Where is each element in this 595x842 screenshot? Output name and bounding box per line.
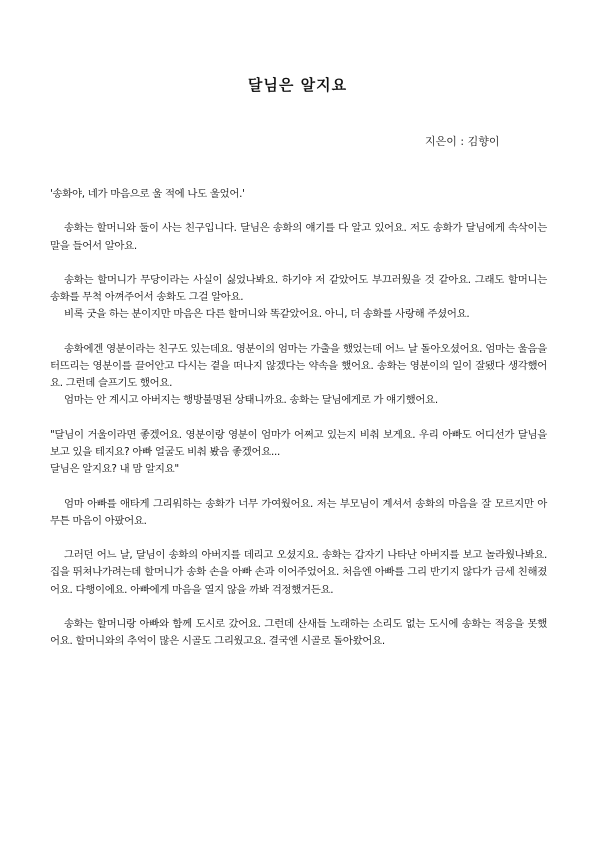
paragraph-line: 엄마는 안 계시고 아버지는 행방불명된 상태니까요. 송화는 달님에게로 가 얘기했어요. (64, 394, 438, 407)
paragraph-line: 송화에겐 영분이라는 친구도 있는데요. 영분이의 엄마는 가출을 했었는데 어느 날 돌아오셨어요. 엄마는 울음을 터뜨리는 영분이를 끌어안고 다시는 곁을 떠나지 않겠다는 약속을 했어요. 송화는 영분이의 일이 잘됐다 생각했어요. 그런데 슬프기도 했어요. (50, 342, 547, 390)
paragraph-line: 달님은 알지요? 내 맘 알지요" (50, 463, 179, 476)
paragraph-line: "달님이 거울이라면 좋겠어요. 영분이랑 영분이 엄마가 어쩌고 있는지 비춰 보게요. 우리 아빠도 어디선가 달님을 보고 있을 테지요? 아빠 얼굴도 비춰 봤음 좋겠어요... (50, 428, 547, 458)
quoted-paragraph (50, 427, 547, 479)
paragraph: 그러던 어느 날, 달님이 송화의 아버지를 데리고 오셨지요. 송화는 갑자기 나타난 아버지를 보고 놀라웠나봐요. 집을 뛰쳐나가려는데 할머니가 송화 손을 아빠 손과 이어주었어요. 처음엔 아빠를 그리 반기지 않다가 금세 친해졌어요. 다행이에요. 아빠에게 마음을 열지 않을 까봐 걱정했거든요. (50, 549, 547, 596)
document-body (50, 186, 547, 668)
paragraph-line: 비록 굿을 하는 분이지만 마음은 다른 할머니와 똑같았어요. 아니, 더 송화를 사랑해 주셨어요. (64, 308, 470, 321)
paragraph (50, 272, 547, 324)
paragraph: 송화는 할머니랑 아빠와 함께 도시로 갔어요. 그런데 산새들 노래하는 소리도 없는 도시에 송화는 적응을 못했어요. 할머니와의 추억이 많은 시골도 그리웠고요. 결국엔 시골로 돌아왔어요. (50, 617, 547, 648)
author-line: 지은이 : 김향이 (425, 135, 500, 148)
paragraph (50, 341, 547, 410)
opening-quote: '송화야, 네가 마음으로 울 적에 나도 울었어.' (50, 188, 245, 200)
paragraph-line: 송화는 할머니가 무당이라는 사실이 싫었나봐요. 하기야 저 같았어도 부끄러웠을 것 같아요. 그래도 할머니는 송화를 무척 아껴주어서 송화도 그걸 알아요. (50, 273, 547, 304)
paragraph: 송화는 할머니와 둘이 사는 친구입니다. 달님은 송화의 얘기를 다 알고 있어요. 저도 송화가 달님에게 속삭이는 말을 들어서 알아요. (50, 222, 547, 252)
document-title: 달님은 알지요 (247, 76, 348, 94)
paragraph: 엄마 아빠를 애타게 그리워하는 송화가 너무 가여웠어요. 저는 부모님이 계셔서 송화의 마음을 잘 모르지만 아무튼 마음이 아팠어요. (50, 497, 547, 527)
